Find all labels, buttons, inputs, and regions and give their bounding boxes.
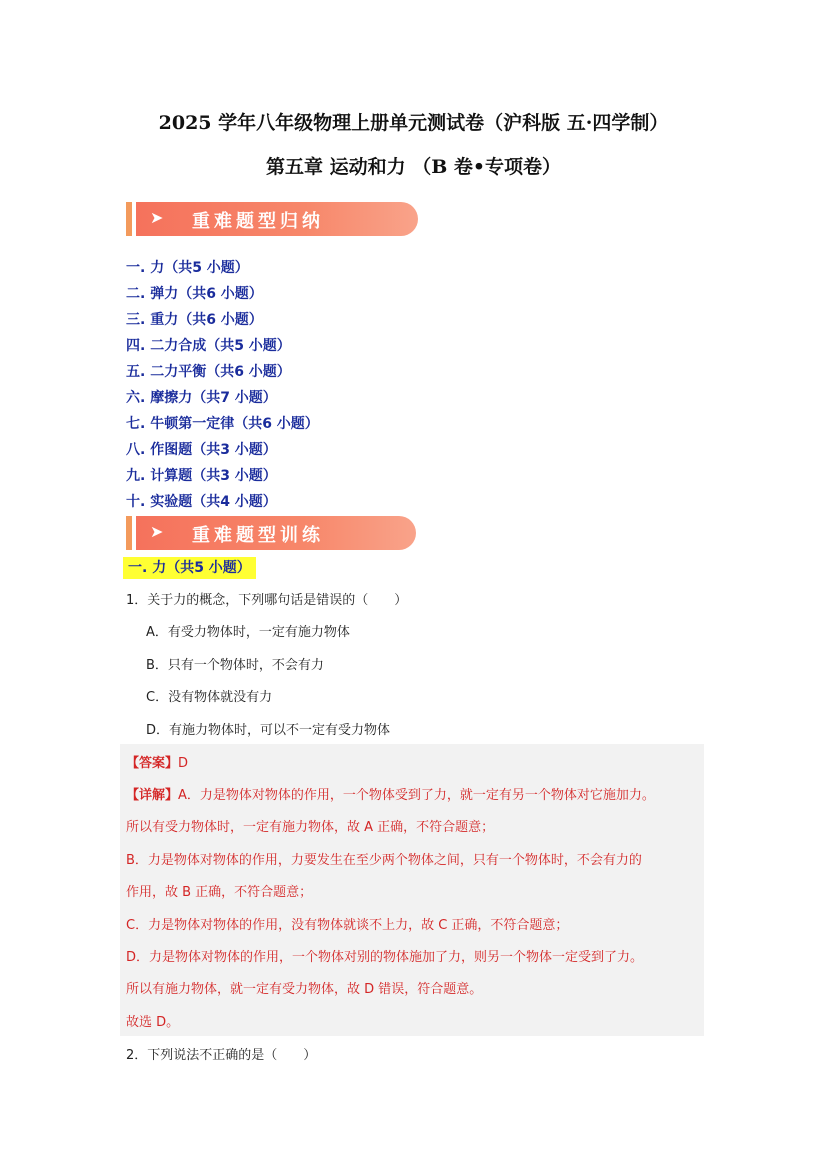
chevron-right-icon: ➤ (150, 208, 164, 227)
detail-line: 所以有施力物体，就一定有受力物体，故 D 错误，符合题意。 (126, 982, 483, 997)
banner-body (136, 516, 416, 550)
banner-accent-bar (126, 516, 132, 550)
detail-line (126, 784, 655, 803)
toc-item[interactable]: 四. 二力合成（共5 小题） (126, 338, 291, 354)
banner-label: 重难题型训练 (192, 525, 324, 546)
chevron-right-icon: ➤ (150, 522, 164, 541)
option-d: D．有施力物体时，可以不一定有受力物体 (146, 723, 391, 738)
toc-item[interactable]: 十. 实验题（共4 小题） (126, 494, 277, 510)
page-title: 2025 学年八年级物理上册单元测试卷（沪科版 五·四学制） (158, 112, 669, 134)
toc-item[interactable]: 八. 作图题（共3 小题） (126, 442, 277, 458)
toc-list (126, 255, 319, 515)
question-1-stem: 1．关于力的概念，下列哪句话是错误的（ ） (126, 593, 408, 608)
toc-item[interactable]: 九. 计算题（共3 小题） (126, 468, 277, 484)
page-subtitle: 第五章 运动和力 （B 卷•专项卷） (265, 156, 562, 178)
section-banner-training (126, 516, 416, 550)
detail-line: B．力是物体对物体的作用，力要发生在至少两个物体之间，只有一个物体时，不会有力的 (126, 853, 642, 868)
option-b: B．只有一个物体时，不会有力 (146, 658, 324, 673)
toc-item[interactable]: 三. 重力（共6 小题） (126, 312, 263, 328)
toc-item[interactable]: 一. 力（共5 小题） (126, 260, 249, 276)
banner-body (136, 202, 418, 236)
detail-line: 作用，故 B 正确，不符合题意； (126, 885, 313, 900)
detail-line: C．力是物体对物体的作用，没有物体就谈不上力，故 C 正确，不符合题意； (126, 918, 569, 933)
toc-item[interactable]: 二. 弹力（共6 小题） (126, 286, 263, 302)
section-heading-highlight: 一. 力（共5 小题） (123, 557, 256, 579)
toc-item[interactable]: 五. 二力平衡（共6 小题） (126, 364, 291, 380)
detail-line: 所以有受力物体时，一定有施力物体，故 A 正确，不符合题意； (126, 820, 495, 835)
section-banner-summary (126, 202, 418, 236)
option-c: C．没有物体就没有力 (146, 690, 273, 705)
answer-tag: 【答案】 (126, 756, 179, 771)
question-2-stem: 2．下列说法不正确的是（ ） (126, 1048, 317, 1063)
toc-item[interactable]: 七. 牛顿第一定律（共6 小题） (126, 416, 319, 432)
detail-text: A．力是物体对物体的作用，一个物体受到了力，就一定有另一个物体对它施加力。 (178, 788, 655, 803)
detail-tag: 【详解】 (126, 788, 179, 803)
detail-line: 故选 D。 (126, 1015, 180, 1030)
toc-item[interactable]: 六. 摩擦力（共7 小题） (126, 390, 277, 406)
banner-label: 重难题型归纳 (192, 211, 324, 232)
detail-line: D．力是物体对物体的作用，一个物体对别的物体施加了力，则另一个物体一定受到了力。 (126, 950, 644, 965)
answer-value: D (178, 756, 189, 771)
option-a: A．有受力物体时，一定有施力物体 (146, 625, 350, 640)
banner-accent-bar (126, 202, 132, 236)
answer-line (126, 752, 188, 771)
